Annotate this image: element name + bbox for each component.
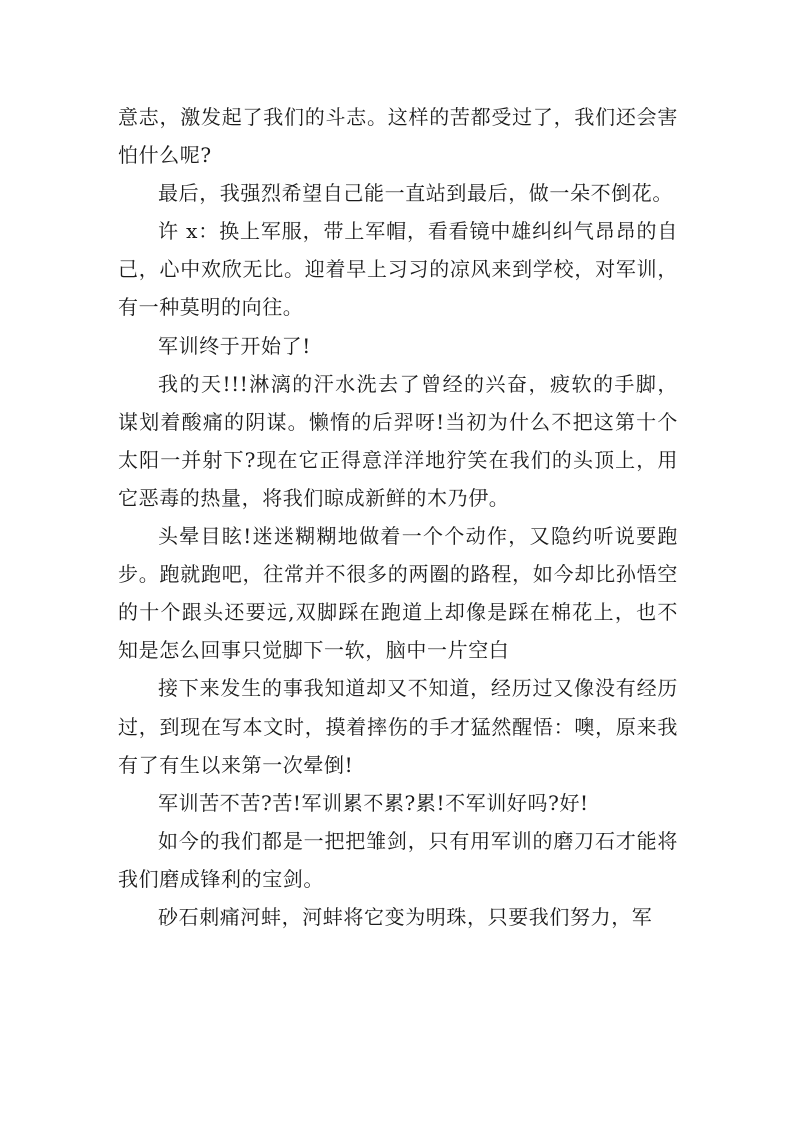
paragraph: 许 x：换上军服，带上军帽，看看镜中雄纠纠气昂昂的自己，心中欢欣无比。迎着早上习习的凉风来到学校，对军训，有一种莫明的向往。 — [118, 219, 678, 320]
paragraph: 接下来发生的事我知道却又不知道，经历过又像没有经历过，到现在写本文时，摸着摔伤的手才猛然醒悟：噢，原来我有了有生以来第一次晕倒! — [118, 676, 678, 777]
paragraph: 我的天!!!淋漓的汗水洗去了曾经的兴奋，疲软的手脚，谋划着酸痛的阴谋。懒惰的后羿呀!当初为什么不把这第十个太阳一并射下?现在它正得意洋洋地狞笑在我们的头顶上，用它恶毒的热量，将我们晾成新鲜的木乃伊。 — [118, 371, 678, 510]
paragraph: 军训苦不苦?苦!军训累不累?累!不军训好吗?好! — [158, 790, 589, 815]
paragraph: 最后，我强烈希望自己能一直站到最后，做一朵不倒花。 — [158, 181, 673, 206]
paragraph-continuation: 意志，激发起了我们的斗志。这样的苦都受过了，我们还会害怕什么呢? — [118, 105, 678, 168]
body-text — [118, 98, 678, 936]
paragraph: 头晕目眩!迷迷糊糊地做着一个个动作，又隐约听说要跑步。跑就跑吧，往常并不很多的两圈的路程，如今却比孙悟空的十个跟头还要远,双脚踩在跑道上却像是踩在棉花上，也不知是怎么回事只觉脚下一软，脑中一片空白 — [118, 524, 678, 663]
paragraph: 如今的我们都是一把把雏剑，只有用军训的磨刀石才能将我们磨成锋利的宝剑。 — [118, 828, 678, 891]
paragraph: 砂石刺痛河蚌，河蚌将它变为明珠，只要我们努力，军 — [158, 904, 653, 929]
paragraph: 军训终于开始了! — [158, 333, 311, 358]
